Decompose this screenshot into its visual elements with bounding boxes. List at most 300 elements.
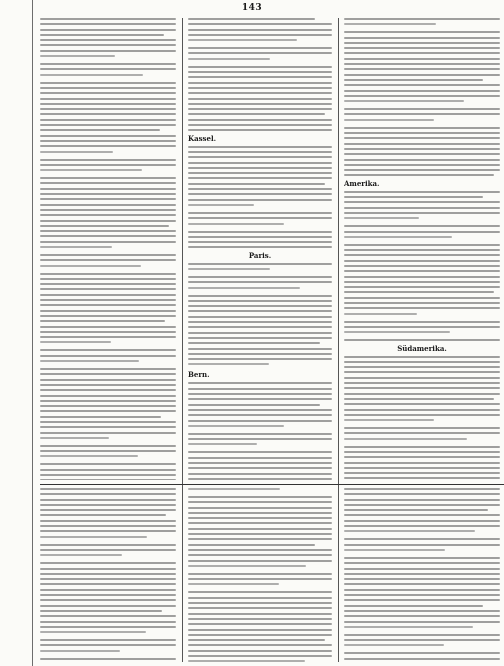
text-line — [40, 315, 176, 317]
feuilleton-column-middle — [188, 488, 332, 662]
text-line — [344, 599, 500, 601]
section-heading: Kassel. — [188, 133, 217, 143]
text-line — [344, 207, 500, 209]
text-line — [188, 358, 332, 360]
text-line — [344, 231, 500, 233]
text-line — [40, 278, 176, 280]
text-line — [188, 613, 332, 615]
text-line — [344, 164, 500, 166]
text-line — [344, 201, 500, 203]
section-heading: Bern. — [188, 370, 210, 380]
left-margin-strip — [0, 0, 33, 666]
text-line — [344, 254, 500, 256]
text-line — [40, 373, 176, 375]
text-line — [40, 410, 176, 412]
text-line — [344, 313, 417, 315]
text-line — [188, 316, 332, 318]
text-line — [40, 151, 113, 153]
text-line — [188, 607, 332, 609]
text-line — [344, 196, 483, 198]
text-line — [188, 236, 332, 238]
text-line — [344, 530, 475, 532]
text-line — [188, 321, 332, 323]
text-line — [344, 615, 500, 617]
text-line — [40, 355, 176, 357]
text-line — [188, 438, 332, 440]
text-line — [188, 457, 332, 459]
text-line — [188, 172, 332, 174]
text-line — [344, 438, 467, 440]
text-line — [188, 268, 270, 270]
text-line — [188, 332, 332, 334]
text-line — [344, 371, 500, 373]
text-line — [188, 583, 279, 585]
text-line — [40, 562, 176, 564]
text-line — [344, 260, 500, 262]
text-line — [344, 339, 500, 341]
text-line — [40, 336, 176, 338]
text-line — [344, 509, 488, 511]
text-line — [344, 499, 500, 501]
text-line — [188, 193, 332, 195]
text-line — [344, 361, 500, 363]
text-line — [344, 409, 500, 411]
text-line — [344, 520, 500, 522]
text-line — [344, 456, 500, 458]
text-line — [188, 528, 332, 530]
text-line — [344, 119, 434, 121]
text-line — [188, 212, 332, 214]
text-line — [188, 591, 332, 593]
column-2 — [188, 18, 332, 480]
text-line — [344, 276, 500, 278]
text-line — [344, 652, 500, 654]
text-line — [344, 321, 500, 323]
text-line — [188, 629, 332, 631]
text-line — [344, 291, 494, 293]
text-line — [40, 658, 176, 660]
text-line — [344, 159, 500, 161]
column-rule-1 — [182, 18, 183, 488]
text-line — [188, 156, 332, 158]
text-line — [188, 287, 300, 289]
text-line — [188, 363, 269, 365]
text-line — [188, 353, 332, 355]
text-line — [344, 568, 500, 570]
text-line — [40, 288, 176, 290]
page-number: 143 — [241, 3, 263, 13]
text-line — [344, 37, 500, 39]
text-line — [40, 44, 176, 46]
text-line — [40, 389, 176, 391]
section-heading: Amerika. — [344, 178, 380, 188]
text-line — [344, 562, 500, 564]
text-line — [40, 368, 176, 370]
text-line — [188, 433, 332, 435]
text-line — [344, 191, 500, 193]
text-line — [188, 167, 332, 169]
text-line — [40, 169, 142, 171]
text-line — [188, 300, 332, 302]
text-line — [40, 479, 176, 480]
text-line — [344, 302, 500, 304]
text-line — [188, 623, 332, 625]
text-line — [344, 403, 500, 405]
text-line — [40, 299, 176, 301]
text-line — [344, 249, 500, 251]
text-line — [40, 108, 176, 110]
text-line — [344, 644, 444, 646]
text-line — [344, 286, 500, 288]
text-line — [40, 283, 176, 285]
text-line — [40, 474, 176, 476]
text-line — [188, 231, 332, 233]
text-line — [188, 473, 332, 475]
text-line — [344, 626, 473, 628]
text-line — [40, 29, 176, 31]
text-line — [188, 565, 306, 567]
text-line — [344, 639, 500, 641]
text-line — [188, 326, 332, 328]
text-line — [40, 360, 139, 362]
text-line — [188, 538, 332, 540]
text-line — [344, 143, 500, 145]
text-line — [188, 92, 332, 94]
text-line — [344, 504, 500, 506]
text-line — [40, 241, 176, 243]
text-line — [188, 151, 332, 153]
text-line — [188, 76, 332, 78]
text-line — [344, 387, 500, 389]
text-line — [40, 310, 176, 312]
text-line — [344, 605, 483, 607]
text-line — [40, 631, 146, 633]
text-line — [188, 420, 332, 422]
text-line — [344, 108, 500, 110]
text-line — [344, 18, 500, 20]
text-line — [188, 23, 332, 25]
text-line — [188, 462, 332, 464]
text-line — [188, 501, 332, 503]
text-line — [40, 331, 176, 333]
text-line — [188, 512, 332, 514]
text-line — [188, 488, 280, 490]
text-line — [40, 204, 176, 206]
text-line — [188, 644, 332, 646]
text-line — [344, 451, 500, 453]
text-line — [40, 605, 176, 607]
text-line — [188, 281, 332, 283]
text-line — [188, 414, 332, 416]
text-line — [40, 124, 176, 126]
text-line — [188, 295, 332, 297]
text-line — [40, 254, 176, 256]
text-line — [188, 478, 332, 480]
column-1 — [40, 18, 176, 480]
text-line — [344, 79, 483, 81]
text-line — [188, 573, 332, 575]
text-line — [188, 177, 332, 179]
text-line — [40, 188, 176, 190]
text-line — [344, 217, 419, 219]
text-line — [344, 549, 445, 551]
text-line — [344, 419, 434, 421]
text-line — [344, 658, 500, 660]
text-line — [344, 573, 500, 575]
text-line — [188, 597, 332, 599]
text-line — [40, 119, 176, 121]
text-line — [40, 445, 176, 447]
text-line — [40, 320, 165, 322]
section-heading: Paris. — [248, 250, 272, 260]
text-line — [40, 621, 176, 623]
text-line — [40, 549, 176, 551]
text-line — [40, 87, 176, 89]
text-line — [344, 23, 436, 25]
text-line — [344, 525, 500, 527]
text-line — [40, 639, 176, 641]
text-line — [40, 259, 176, 261]
text-line — [188, 82, 332, 84]
text-line — [188, 66, 332, 68]
text-line — [40, 230, 176, 232]
text-line — [40, 405, 176, 407]
text-line — [344, 153, 500, 155]
text-line — [344, 398, 494, 400]
text-line — [40, 294, 176, 296]
text-line — [40, 98, 176, 100]
text-line — [344, 356, 500, 358]
text-line — [188, 507, 332, 509]
text-line — [344, 47, 500, 49]
text-line — [40, 326, 176, 328]
text-line — [188, 34, 332, 36]
text-line — [344, 414, 500, 416]
text-line — [188, 241, 332, 243]
text-line — [188, 103, 332, 105]
text-line — [40, 568, 176, 570]
text-line — [344, 393, 500, 395]
text-line — [40, 400, 176, 402]
text-line — [188, 639, 325, 641]
text-line — [40, 432, 176, 434]
text-line — [40, 193, 176, 195]
text-line — [344, 538, 500, 540]
text-line — [40, 349, 176, 351]
feuilleton-column-left — [40, 488, 176, 662]
text-line — [188, 544, 315, 546]
text-line — [344, 244, 500, 246]
text-line — [188, 162, 332, 164]
text-line — [188, 398, 332, 400]
text-line — [40, 209, 176, 211]
text-line — [344, 31, 500, 33]
text-line — [344, 331, 450, 333]
text-line — [188, 337, 332, 339]
text-line — [40, 615, 176, 617]
text-line — [40, 379, 176, 381]
text-line — [344, 594, 500, 596]
text-line — [344, 462, 500, 464]
text-line — [40, 504, 176, 506]
text-line — [188, 223, 284, 225]
text-line — [40, 520, 176, 522]
text-line — [40, 82, 176, 84]
text-line — [188, 660, 305, 662]
text-line — [344, 477, 500, 479]
text-line — [40, 554, 122, 556]
text-line — [188, 382, 332, 384]
text-line — [344, 583, 500, 585]
text-line — [344, 100, 464, 102]
text-line — [344, 467, 500, 469]
text-line — [344, 297, 500, 299]
text-line — [188, 554, 332, 556]
text-line — [344, 544, 500, 546]
feuilleton-divider — [40, 484, 504, 485]
text-line — [40, 103, 176, 105]
text-line — [188, 246, 332, 248]
text-line — [344, 212, 500, 214]
text-line — [40, 341, 111, 343]
text-line — [188, 602, 332, 604]
text-line — [40, 265, 141, 267]
text-line — [344, 610, 500, 612]
text-line — [344, 377, 500, 379]
text-line — [40, 50, 176, 52]
text-line — [40, 273, 176, 275]
text-line — [188, 47, 332, 49]
text-line — [40, 159, 176, 161]
text-line — [188, 108, 332, 110]
text-line — [188, 578, 332, 580]
text-line — [40, 304, 176, 306]
text-line — [188, 98, 332, 100]
text-line — [40, 198, 176, 200]
text-line — [40, 55, 115, 57]
text-line — [344, 281, 500, 283]
text-line — [344, 148, 500, 150]
text-line — [40, 63, 176, 65]
text-line — [344, 557, 500, 559]
text-line — [188, 560, 332, 562]
text-line — [40, 583, 176, 585]
text-line — [344, 127, 500, 129]
text-line — [40, 416, 161, 418]
text-line — [344, 382, 500, 384]
text-line — [344, 68, 500, 70]
text-line — [40, 129, 160, 131]
feuilleton-rule-2 — [338, 488, 339, 662]
text-line — [40, 68, 176, 70]
text-line — [344, 63, 500, 65]
text-line — [188, 188, 332, 190]
text-line — [188, 342, 320, 344]
text-line — [40, 610, 162, 612]
text-line — [344, 446, 500, 448]
text-line — [40, 650, 120, 652]
text-line — [188, 310, 332, 312]
text-line — [40, 140, 176, 142]
text-line — [40, 455, 138, 457]
text-line — [40, 395, 176, 397]
text-line — [40, 182, 176, 184]
text-line — [188, 348, 332, 350]
text-line — [188, 119, 332, 121]
text-line — [188, 618, 332, 620]
text-line — [344, 236, 452, 238]
text-line — [188, 276, 332, 278]
text-line — [188, 443, 257, 445]
text-line — [344, 132, 500, 134]
text-line — [40, 488, 176, 490]
text-line — [344, 270, 500, 272]
text-line — [40, 145, 176, 147]
column-rule-2 — [338, 18, 339, 488]
text-line — [344, 265, 500, 267]
text-line — [188, 650, 332, 652]
text-line — [188, 655, 332, 657]
text-line — [188, 467, 332, 469]
text-line — [344, 84, 500, 86]
text-line — [188, 409, 332, 411]
text-line — [40, 573, 176, 575]
text-line — [40, 113, 176, 115]
text-line — [40, 164, 176, 166]
text-line — [40, 220, 176, 222]
text-line — [40, 23, 176, 25]
text-line — [344, 634, 500, 636]
text-line — [40, 644, 176, 646]
text-line — [40, 426, 176, 428]
text-line — [188, 29, 332, 31]
text-line — [344, 472, 500, 474]
text-line — [40, 594, 176, 596]
text-line — [344, 137, 500, 139]
text-line — [40, 626, 176, 628]
text-line — [344, 74, 500, 76]
text-line — [40, 214, 176, 216]
text-line — [344, 307, 500, 309]
text-line — [344, 366, 500, 368]
text-line — [188, 204, 254, 206]
text-line — [188, 39, 297, 41]
text-line — [188, 199, 332, 201]
text-line — [188, 522, 332, 524]
text-line — [40, 599, 176, 601]
text-line — [188, 58, 270, 60]
text-line — [40, 437, 109, 439]
text-line — [344, 52, 500, 54]
text-line — [344, 174, 494, 176]
text-line — [40, 589, 176, 591]
text-line — [40, 92, 176, 94]
text-line — [188, 517, 332, 519]
text-line — [344, 514, 500, 516]
text-line — [344, 42, 500, 44]
text-line — [40, 536, 147, 538]
text-line — [40, 530, 176, 532]
text-line — [40, 39, 176, 41]
text-line — [40, 235, 176, 237]
text-line — [344, 621, 500, 623]
text-line — [40, 34, 164, 36]
text-line — [40, 135, 176, 137]
text-line — [40, 469, 176, 471]
text-line — [40, 421, 176, 423]
text-line — [188, 305, 332, 307]
text-line — [188, 113, 325, 115]
